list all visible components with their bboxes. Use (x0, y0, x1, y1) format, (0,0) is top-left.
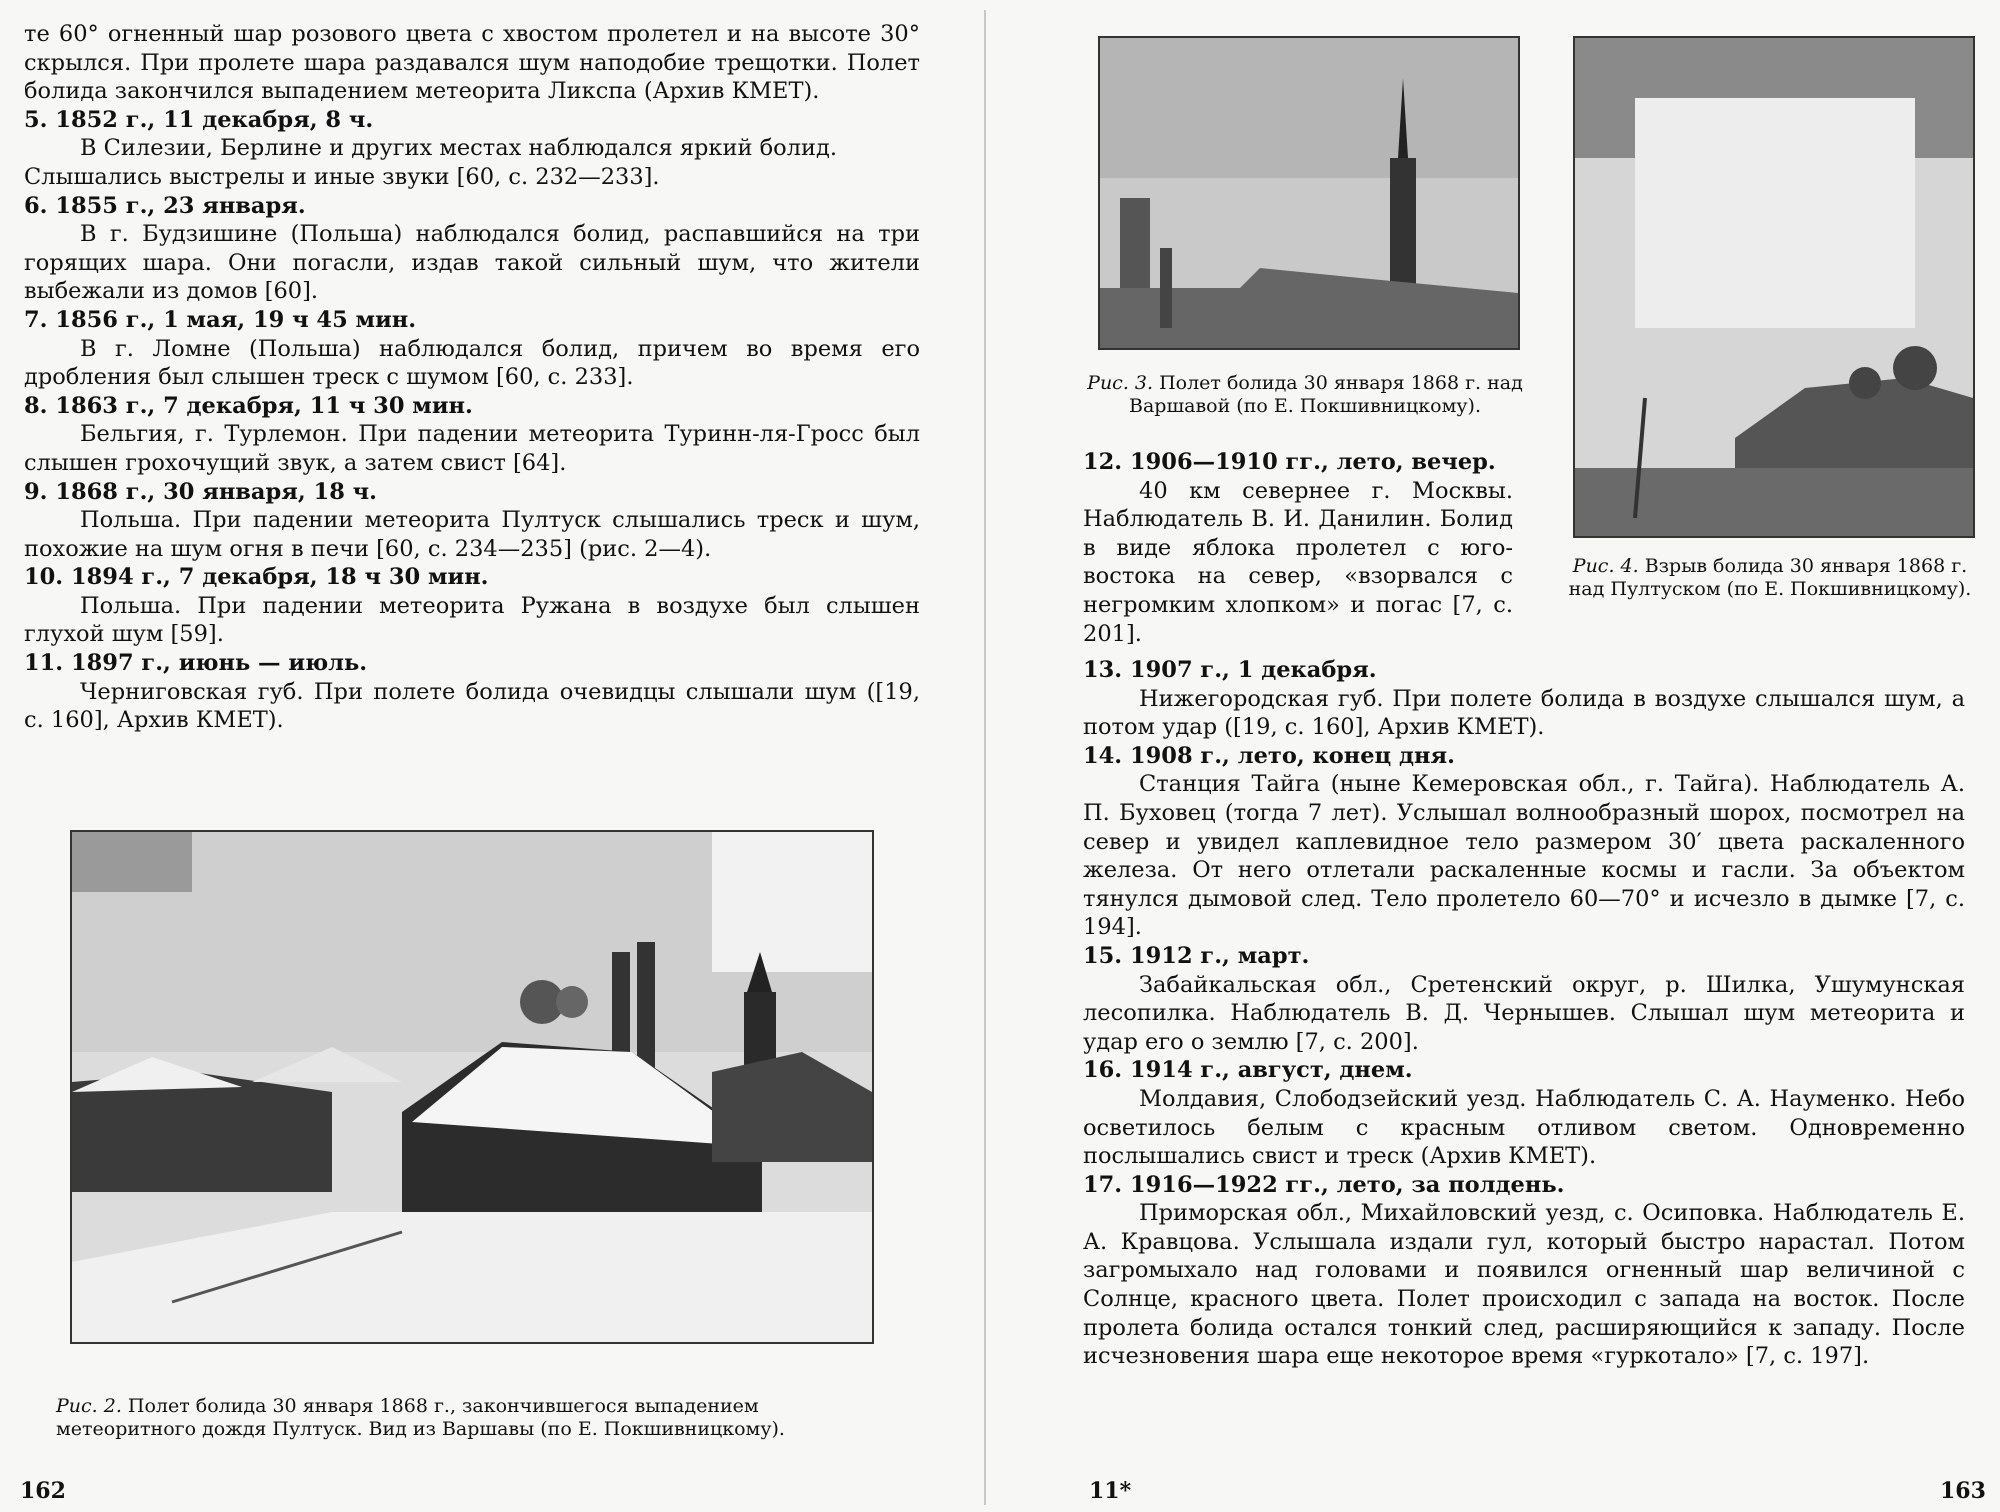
entry-9-heading: 9. 1868 г., 30 января, 18 ч. (24, 478, 377, 505)
entry-5-body: В Силезии, Берлине и других местах наблюдался яркий болид. Слышались выстрелы и иные звуки [60, с. 232—233]. (24, 135, 838, 190)
entry-10-body: Польша. При падении метеорита Ружана в воздухе был слышен глухой шум [59]. (24, 592, 920, 648)
figure-2-caption-text: Полет болида 30 января 1868 г., закончившегося выпадением метеоритного дождя Пултуск. Вид из Варшавы (по Е. Покшивницкому). (56, 1395, 785, 1440)
entry-13-body: Нижегородская губ. При полете болида в воздухе слышался шум, а потом удар ([19, с. 160], Архив КМЕТ). (1083, 685, 1965, 741)
entry-6-heading: 6. 1855 г., 23 января. (24, 192, 306, 219)
figure-4-caption (1560, 555, 1980, 601)
winter-town-sketch (72, 832, 872, 1342)
entry-5-heading: 5. 1852 г., 11 декабря, 8 ч. (24, 106, 374, 133)
right-text-column (1083, 656, 1965, 1371)
entry-12-heading: 12. 1906—1910 гг., лето, вечер. (1083, 449, 1496, 475)
entry-9-body: Польша. При падении метеорита Пултуск слышались треск и шум, похожие на шум огня в печи [60, с. 234—235] (рис. 2—4). (24, 507, 920, 562)
figure-3-label: Рис. 3. (1087, 372, 1154, 394)
figure-4-caption-text: Взрыв болида 30 января 1868 г. над Пултуском (по Е. Покшивницкому). (1568, 555, 1972, 600)
right-narrow-column (1083, 448, 1513, 648)
entry-8-heading: 8. 1863 г., 7 декабря, 11 ч 30 мин. (24, 392, 473, 419)
entry-15-body: Забайкальская обл., Сретенский округ, р. Шилка, Ушумунская лесопилка. Наблюдатель В. Д. Чернышев. Слышал шум метеорита и удар его о землю [7, с. 200]. (1083, 971, 1965, 1055)
left-page-number: 162 (20, 1478, 66, 1504)
signature-mark: 11* (1089, 1478, 1132, 1504)
entry-11-heading: 11. 1897 г., июнь — июль. (24, 650, 368, 677)
figure-3-caption (1085, 372, 1525, 418)
figure-3-illustration (1098, 36, 1520, 350)
entry-8-body: Бельгия, г. Турлемон. При падении метеорита Туринн-ля-Гросс был слышен грохочущий звук, а затем свист [64]. (24, 421, 920, 476)
entry-17-heading: 17. 1916—1922 гг., лето, за полдень. (1083, 1171, 1565, 1198)
entry-16-body: Молдавия, Слободзейский уезд. Наблюдатель С. А. Науменко. Небо осветилось белым с красным отливом светом. Одновременно послышались свист и треск (Архив КМЕТ). (1083, 1085, 1965, 1170)
pultusk-explosion-sketch (1575, 38, 1973, 536)
entry-7-body: В г. Ломне (Польша) наблюдался болид, причем во время его дробления был слышен треск с шумом [60, с. 233]. (24, 335, 920, 391)
figure-2-illustration (70, 830, 874, 1344)
entry-11-body: Черниговская губ. При полете болида очевидцы слышали шум ([19, с. 160], Архив КМЕТ). (24, 678, 920, 734)
left-text-column (24, 20, 920, 735)
right-page (985, 0, 2000, 1512)
right-page-number: 163 (1940, 1478, 1986, 1504)
entry-14-body: Станция Тайга (ныне Кемеровская обл., г. Тайга). Наблюдатель А. П. Буховец (тогда 7 лет). Услышал волнообразный шорох, посмотрел на север и увидел каплевидное тело размером 30′ цвета раскаленного железа. От него отлетали раскаленные космы и гасли. За объектом тянулся дымовой след. Тело пролетело 60—70° и исчезло в дымке [7, с. 194]. (1083, 771, 1965, 941)
intro-paragraph: те 60° огненный шар розового цвета с хвостом пролетел и на высоте 30° скрылся. При пролете шара раздавался шум наподобие трещотки. Полет болида закончился выпадением метеорита Ликспа (Архив КМЕТ). (24, 21, 920, 105)
figure-3-caption-text: Полет болида 30 января 1868 г. над Варшавой (по Е. Покшивницкому). (1129, 372, 1523, 417)
entry-7-heading: 7. 1856 г., 1 мая, 19 ч 45 мин. (24, 306, 417, 333)
entry-12-body: 40 км севернее г. Москвы. Наблюдатель В. И. Данилин. Болид в виде яблока пролетел с юго-востока на север, «взорвался с негромким хлопком» и погас [7, с. 201]. (1083, 477, 1513, 647)
entry-16-heading: 16. 1914 г., август, днем. (1083, 1057, 1413, 1084)
entry-6-body: В г. Будзишине (Польша) наблюдался болид, распавшийся на три горящих шара. Они погасли, издав такой сильный шум, что жители выбежали из домов [60]. (24, 221, 920, 305)
figure-4-label: Рис. 4. (1572, 555, 1639, 577)
entry-14-heading: 14. 1908 г., лето, конец дня. (1083, 742, 1455, 769)
entry-17-body: Приморская обл., Михайловский уезд, с. Осиповка. Наблюдатель Е. А. Кравцова. Услышала издали гул, который быстро нарастал. Потом загромыхало над головами и появился огненный шар величиной с Солнце, красного цвета. Полет происходил с запада на восток. После пролета болида остался тонкий след, расширяющийся к западу. После исчезновения шара еще некоторое время «гуркотало» [7, с. 197]. (1083, 1200, 1965, 1370)
figure-4-illustration (1573, 36, 1975, 538)
figure-2-label: Рис. 2. (56, 1395, 122, 1417)
entry-15-heading: 15. 1912 г., март. (1083, 942, 1310, 969)
entry-13-heading: 13. 1907 г., 1 декабря. (1083, 657, 1377, 683)
warsaw-sky-sketch (1100, 38, 1518, 348)
figure-2-caption (56, 1395, 876, 1441)
entry-10-heading: 10. 1894 г., 7 декабря, 18 ч 30 мин. (24, 564, 489, 591)
left-page (0, 0, 985, 1512)
